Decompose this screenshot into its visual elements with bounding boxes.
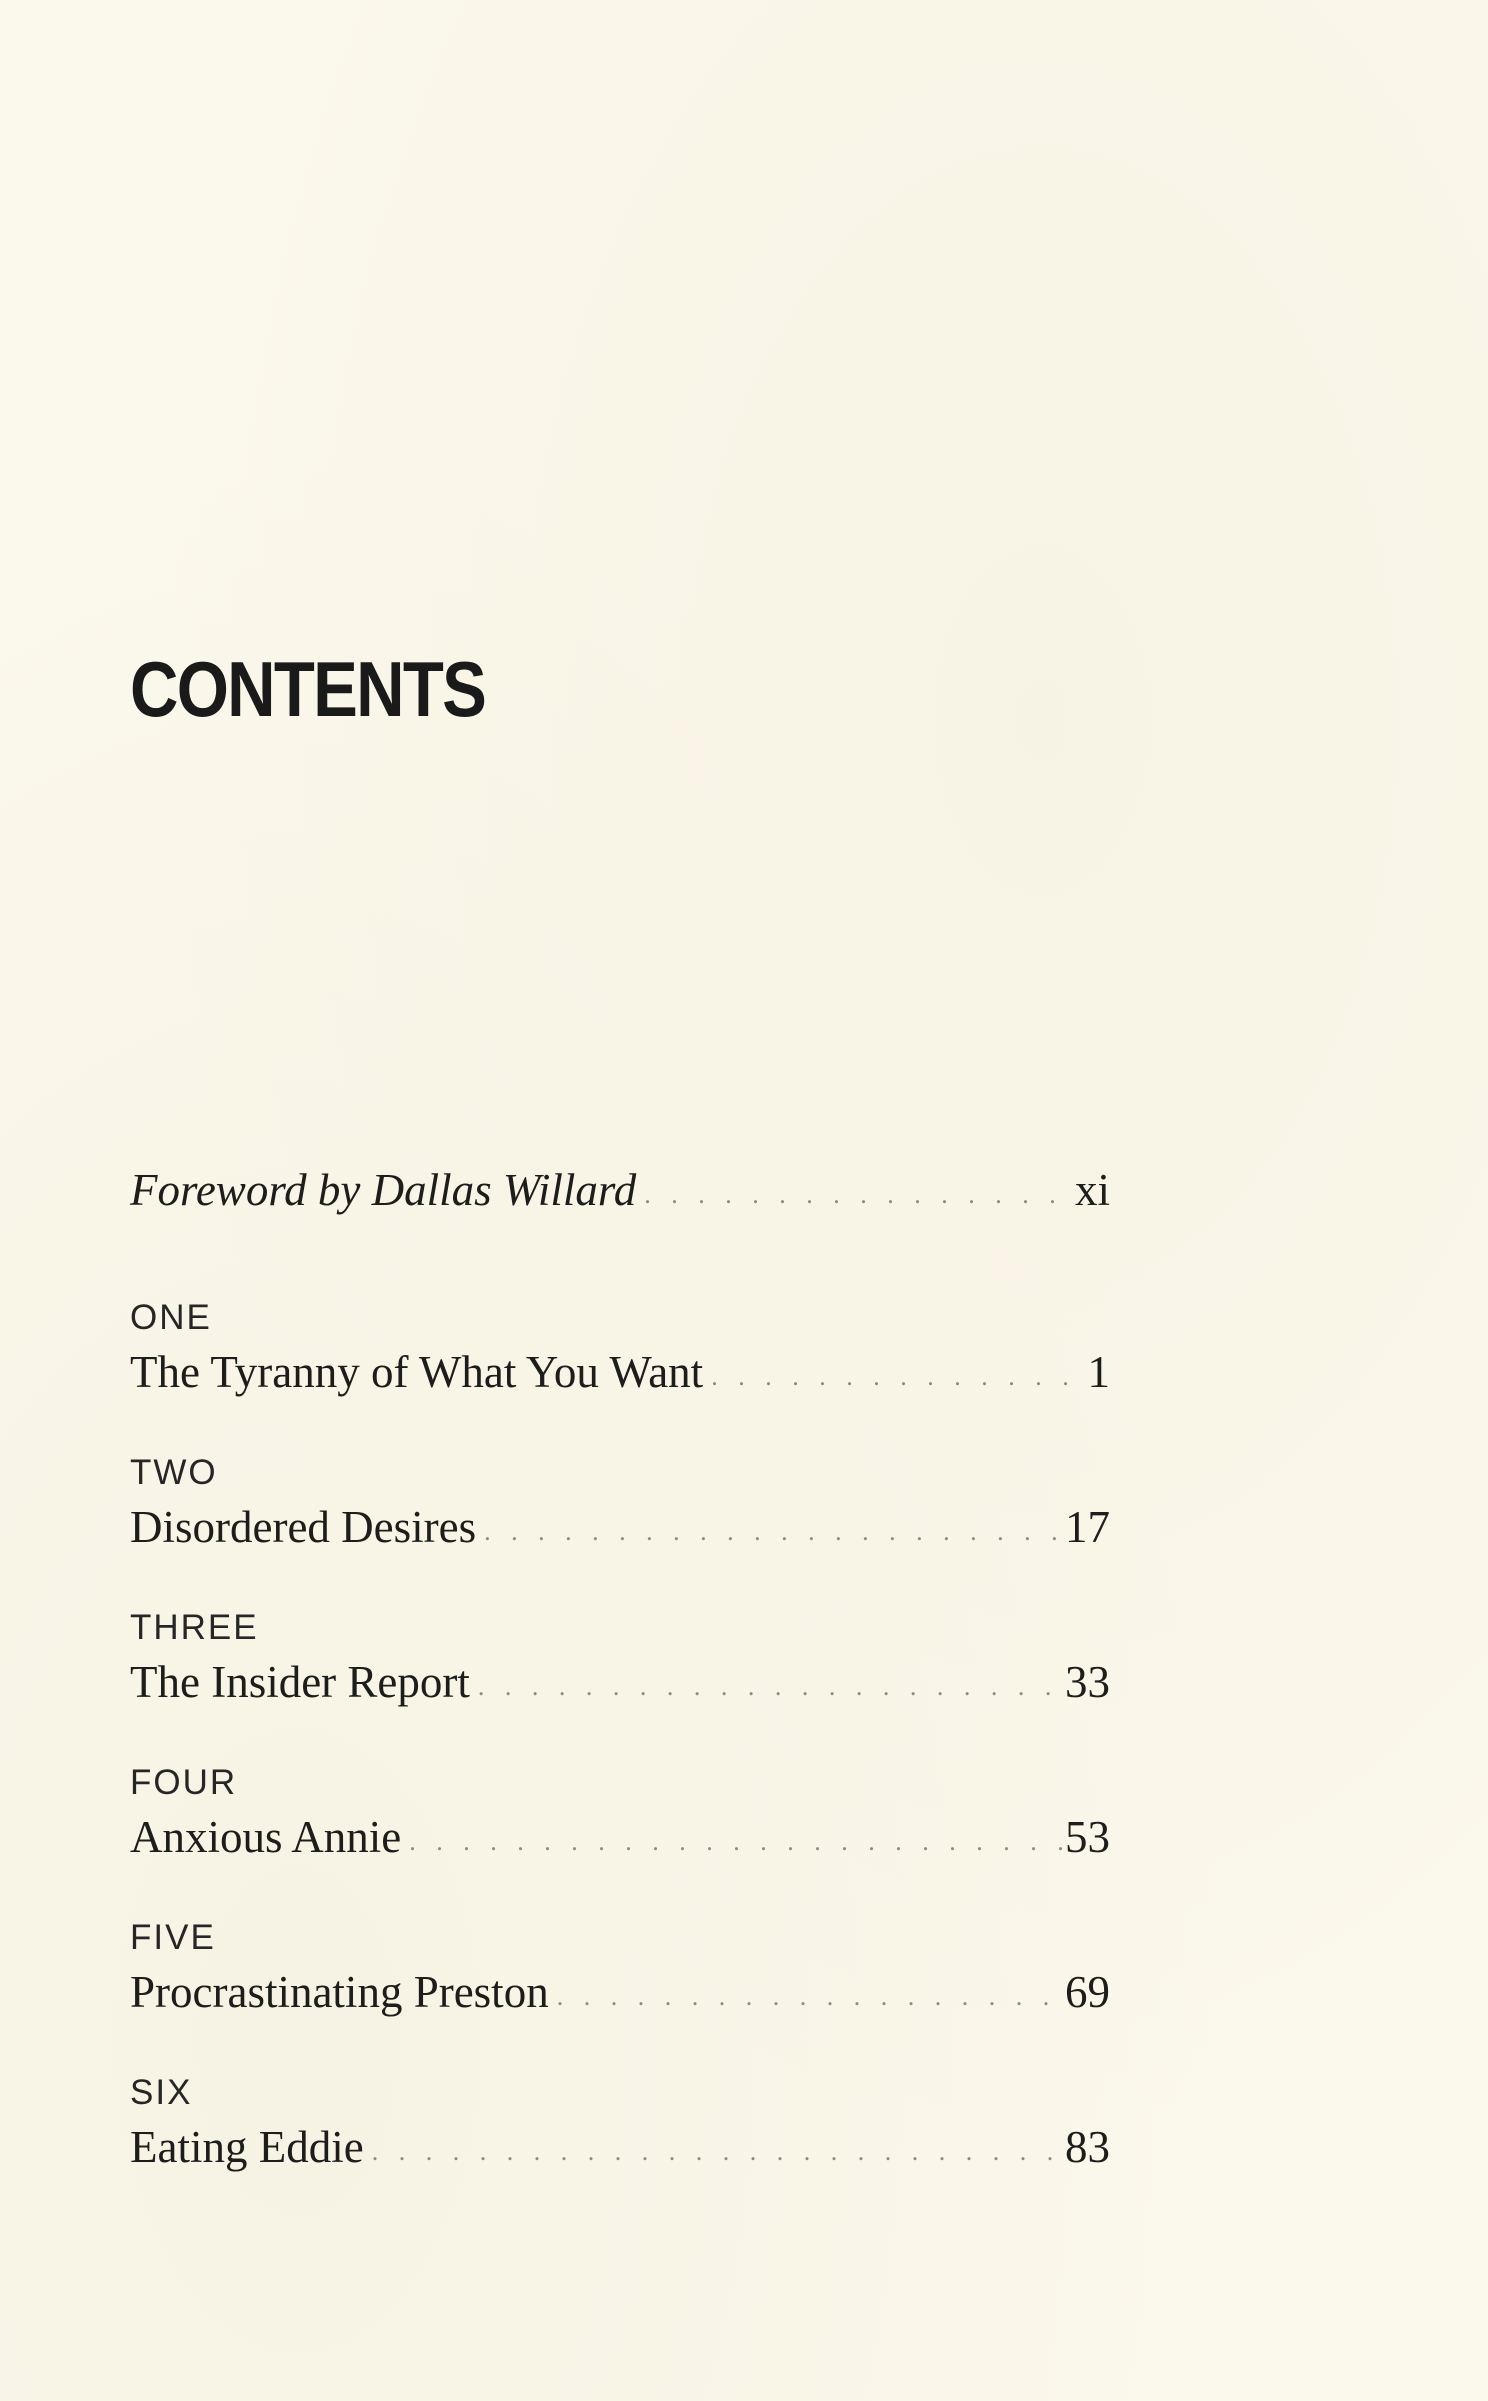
toc-line — [130, 1342, 1110, 1402]
chapter-page-number: 1 — [1087, 1347, 1110, 1397]
table-of-contents — [130, 1160, 1110, 2172]
contents-heading: CONTENTS — [130, 645, 486, 733]
chapter-title: Disordered Desires — [130, 1502, 477, 1552]
dot-leader — [401, 1812, 1065, 1872]
toc-line — [130, 1962, 1110, 2022]
chapter-page-number: 83 — [1065, 2122, 1110, 2172]
toc-entry-chapter-one — [130, 1298, 1110, 1402]
toc-entry-chapter-three — [130, 1608, 1110, 1712]
toc-entry-foreword — [130, 1160, 1110, 1220]
chapter-label: TWO — [130, 1453, 218, 1492]
toc-line — [130, 2117, 1110, 2177]
toc-line — [130, 1652, 1110, 1712]
toc-entry-chapter-two — [130, 1453, 1110, 1557]
dot-leader — [703, 1347, 1087, 1407]
chapter-page-number: 17 — [1065, 1502, 1110, 1552]
chapter-label: FIVE — [130, 1918, 216, 1957]
chapter-title: Anxious Annie — [130, 1812, 402, 1862]
dot-leader — [476, 1502, 1065, 1562]
chapter-title: Procrastinating Preston — [130, 1967, 549, 2017]
toc-line — [130, 1497, 1110, 1557]
toc-line — [130, 1160, 1110, 1220]
foreword-title: Foreword by Dallas Willard — [130, 1165, 637, 1215]
dot-leader — [470, 1657, 1065, 1717]
chapter-page-number: 33 — [1065, 1657, 1110, 1707]
chapter-title: Eating Eddie — [130, 2122, 364, 2172]
chapter-page-number: 53 — [1065, 1812, 1110, 1862]
chapter-label: FOUR — [130, 1763, 238, 1802]
toc-entry-chapter-four — [130, 1763, 1110, 1867]
toc-entry-chapter-five — [130, 1918, 1110, 2022]
toc-entry-chapter-six — [130, 2073, 1110, 2177]
chapter-label: THREE — [130, 1608, 259, 1647]
chapter-page-number: 69 — [1065, 1967, 1110, 2017]
chapter-label: ONE — [130, 1298, 212, 1337]
chapter-title: The Tyranny of What You Want — [130, 1347, 704, 1397]
dot-leader — [549, 1967, 1065, 2027]
toc-line — [130, 1807, 1110, 1867]
chapter-label: SIX — [130, 2073, 193, 2112]
dot-leader — [636, 1165, 1075, 1225]
chapter-title: The Insider Report — [130, 1657, 470, 1707]
foreword-page-number: xi — [1074, 1165, 1110, 1215]
dot-leader — [364, 2122, 1065, 2182]
